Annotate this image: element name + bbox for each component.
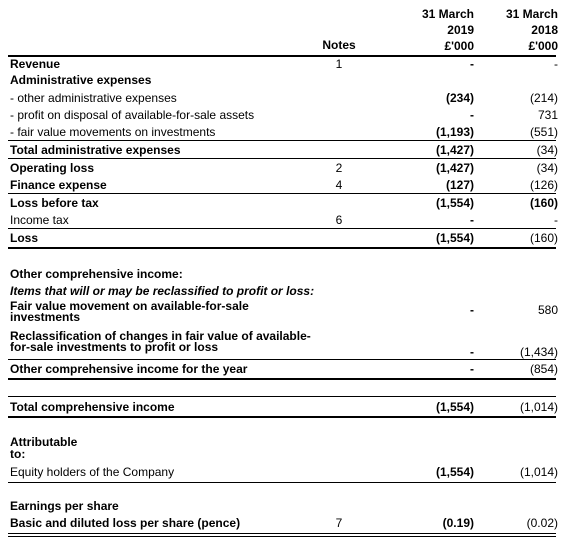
rule: [8, 228, 556, 229]
header-2018: [474, 6, 558, 54]
header-notes: Notes: [322, 38, 356, 52]
row-label: Items that will or may be reclassified to profit or loss:: [10, 284, 315, 298]
row-label: Earnings per share: [10, 499, 119, 513]
row-note: 1: [335, 57, 343, 71]
row-label: Basic and diluted loss per share (pence): [10, 516, 241, 530]
row-label: Loss before tax: [10, 196, 99, 210]
header-2019-line2: 2019: [447, 23, 474, 37]
row-value-2018: (0.02): [526, 516, 558, 530]
row-label: Finance expense: [10, 178, 107, 192]
rule: [8, 140, 556, 141]
row-value-2018: 580: [537, 303, 558, 317]
row-value-2018: (160): [529, 196, 558, 210]
row-value-2018: -: [554, 57, 558, 71]
row-note: 7: [335, 516, 343, 530]
row-value-2019: -: [470, 345, 474, 359]
row-label: - profit on disposal of available-for-sale assets: [10, 108, 255, 122]
row-value-2018: (551): [529, 125, 558, 139]
row-value-2019: (1,427): [435, 143, 474, 157]
row-note: 2: [335, 161, 343, 175]
row-value-2019: (1,554): [435, 400, 474, 414]
row-label: Reclassification of changes in fair value of available-for-sale investments to profit or loss: [10, 329, 311, 354]
row-value-2019: (1,427): [435, 161, 474, 175]
row-value-2019: -: [470, 213, 474, 227]
row-label: Operating loss: [10, 161, 95, 175]
row-label: Administrative expenses: [10, 73, 152, 87]
row-value-2019: (127): [445, 178, 474, 192]
row-label: Attributable to:: [10, 435, 78, 461]
row-label: - other administrative expenses: [10, 91, 177, 105]
row-label: Other comprehensive income for the year: [10, 362, 248, 376]
row-value-2019: (1,193): [435, 125, 474, 139]
header-2019-line3: £'000: [444, 39, 474, 53]
rule: [8, 536, 556, 537]
row-value-2019: (1,554): [435, 465, 474, 479]
row-label: Other comprehensive income:: [10, 267, 183, 281]
row-value-2019: -: [470, 303, 474, 317]
row-value-2019: (1,554): [435, 196, 474, 210]
row-value-2018: (214): [529, 91, 558, 105]
row-value-2019: -: [470, 108, 474, 122]
row-value-2019: -: [470, 362, 474, 376]
row-value-2018: (1,014): [519, 400, 558, 414]
row-value-2018: 731: [537, 108, 558, 122]
row-label: - fair value movements on investments: [10, 125, 216, 139]
row-label: Fair value movement on available-for-sale investments: [10, 299, 249, 324]
rule-double: [8, 378, 556, 380]
header-2018-line3: £'000: [528, 39, 558, 53]
row-note: 6: [335, 213, 343, 227]
row-label: Loss: [10, 231, 39, 245]
rule-double: [8, 247, 556, 249]
row-value-2018: (34): [536, 161, 558, 175]
rule: [8, 396, 556, 397]
rule: [8, 158, 556, 159]
row-label: Total administrative expenses: [10, 143, 181, 157]
row-value-2018: (1,014): [519, 465, 558, 479]
row-value-2019: (0.19): [442, 516, 474, 530]
row-value-2019: (234): [445, 91, 474, 105]
rule: [8, 193, 556, 194]
row-label: Total comprehensive income: [10, 400, 175, 414]
header-2018-line1: 31 March: [505, 7, 558, 21]
row-label: Equity holders of the Company: [10, 465, 175, 479]
rule: [8, 359, 556, 360]
row-label: Income tax: [10, 213, 69, 227]
row-value-2018: -: [554, 213, 558, 227]
row-value-2018: (160): [529, 231, 558, 245]
row-value-2018: (854): [529, 362, 558, 376]
row-value-2019: (1,554): [435, 231, 474, 245]
header-2019-line1: 31 March: [421, 7, 474, 21]
row-value-2018: (1,434): [519, 345, 558, 359]
rule: [8, 482, 556, 483]
row-note: 4: [335, 178, 343, 192]
rule: [8, 533, 556, 534]
row-value-2018: (126): [529, 178, 558, 192]
row-label: Revenue: [10, 57, 61, 71]
header-2018-line2: 2018: [531, 23, 558, 37]
header-2019: [374, 6, 474, 54]
row-value-2018: (34): [536, 143, 558, 157]
row-value-2019: -: [470, 57, 474, 71]
rule-double: [8, 416, 556, 418]
